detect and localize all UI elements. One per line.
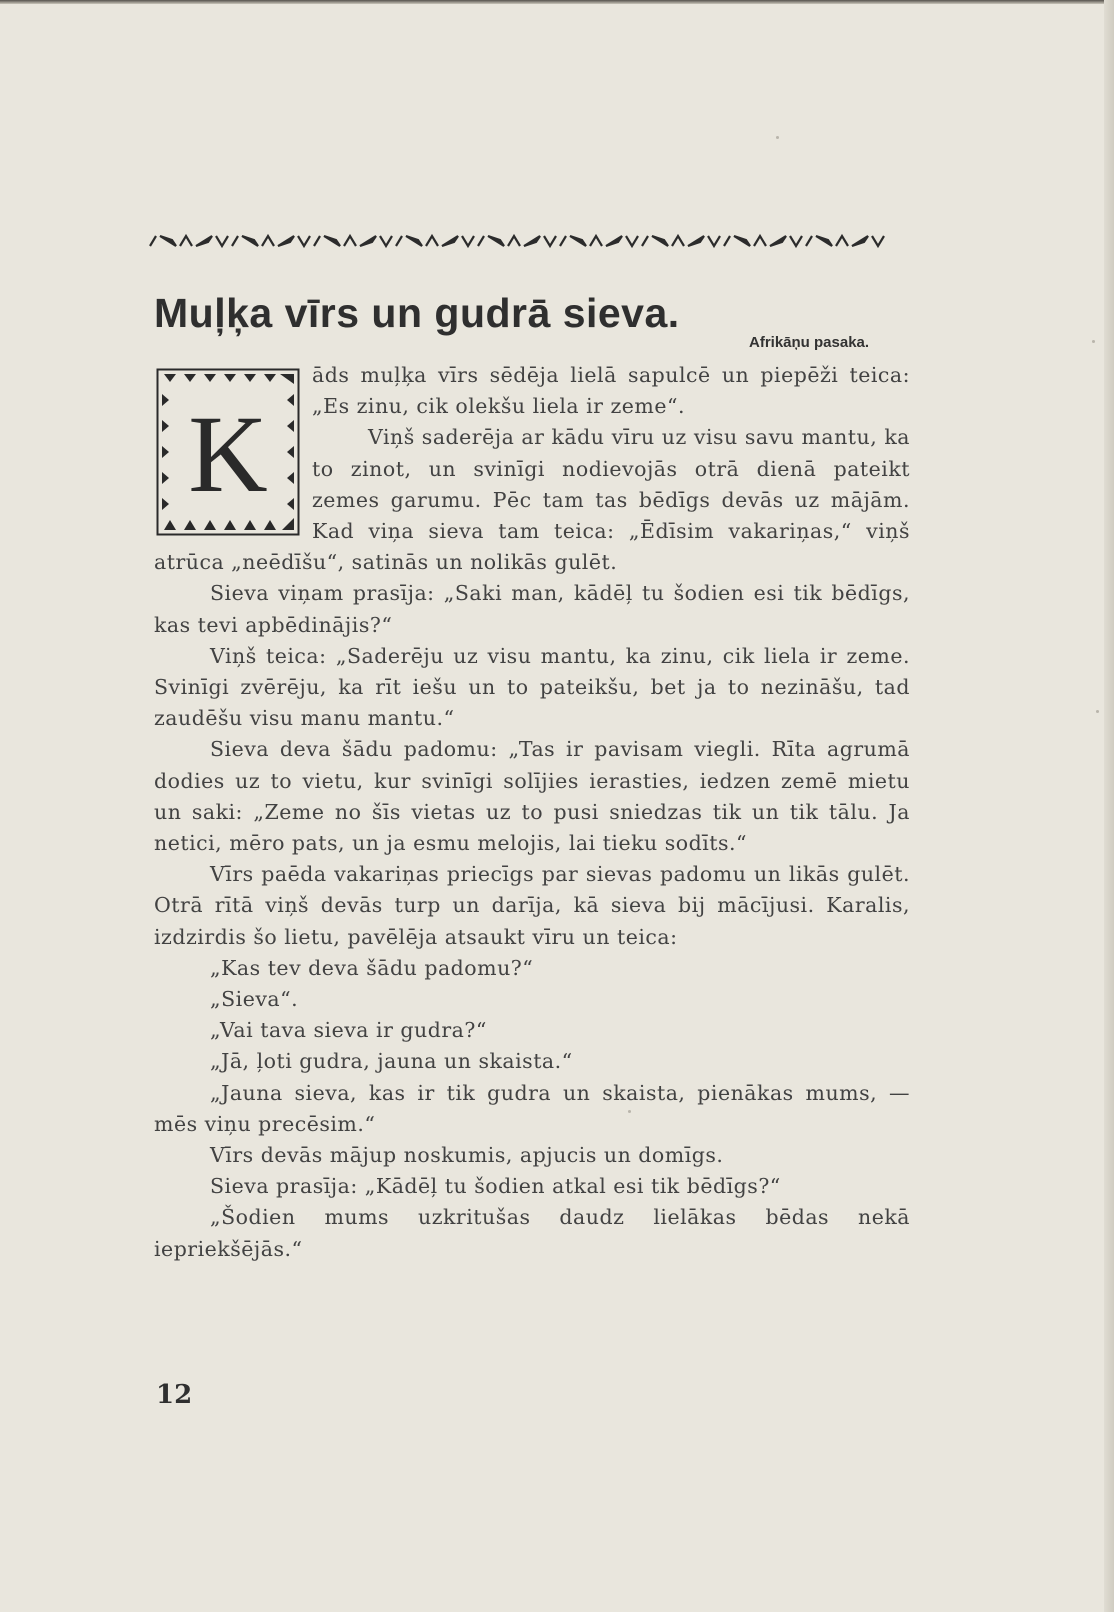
page-top-edge bbox=[0, 0, 1114, 4]
paragraph: „Sieva“. bbox=[210, 987, 299, 1012]
paragraph: Vīrs paēda vakariņas priecīgs par sievas padomu un likās gulēt. Otrā rītā viņš devās turp un darīja, kā sieva bij mācījusi. Karalis, izdzirdis šo lietu, pavēlēja atsaukt vīru un teica: bbox=[154, 862, 910, 949]
page-number: 12 bbox=[156, 1380, 193, 1410]
paragraph: āds muļķa vīrs sēdēja lielā sapulcē un piepēži teica: „Es zinu, cik olekšu liela ir zeme“. bbox=[312, 363, 910, 419]
paper-speck bbox=[1092, 340, 1095, 343]
page-right-edge bbox=[1104, 0, 1114, 1612]
story-text bbox=[154, 360, 910, 1265]
paragraph: Vīrs devās mājup noskumis, apjucis un domīgs. bbox=[210, 1143, 724, 1168]
paper-speck bbox=[1096, 710, 1099, 713]
paragraph: „Kas tev deva šādu padomu?“ bbox=[210, 955, 534, 980]
paragraph: „Jā, ļoti gudra, jauna un skaista.“ bbox=[210, 1049, 573, 1074]
paragraph: „Šodien mums uzkritušas daudz lielākas bēdas nekā iepriekšējās.“ bbox=[154, 1205, 910, 1261]
page-subtitle: Afrikāņu pasaka. bbox=[749, 334, 870, 351]
paragraph: Sieva deva šādu padomu: „Tas ir pavisam viegli. Rīta agrumā dodies uz to vietu, kur svinīgi solījies ierasties, iedzen zemē mietu un saki: „Zeme no šīs vietas uz to pusi sniedzas tik un tik tālu. Ja netici, mēro pats, un ja esmu melojis, lai tieku sodīts.“ bbox=[154, 737, 910, 856]
page-title: Muļķa vīrs un gudrā sieva. bbox=[154, 290, 680, 336]
paragraph: „Vai tava sieva ir gudra?“ bbox=[210, 1018, 487, 1043]
paragraph: Sieva prasīja: „Kādēļ tu šodien atkal esi tik bēdīgs?“ bbox=[210, 1174, 781, 1199]
decorative-border-ornament bbox=[148, 228, 916, 252]
drop-cap-space bbox=[154, 360, 312, 544]
paragraph: Viņš saderēja ar kādu vīru uz visu savu mantu, ka to zinot, un svinīgi nodievojās otrā dienā pateikt zemes garumu. Pēc tam tas bēdīgs devās uz mājām. Kad viņa sieva tam teica: „Ēdīsim vakariņas,“ viņš atrūca „neēdīšu“, satinās un nolikās gulēt. bbox=[154, 425, 910, 575]
paragraph: Viņš teica: „Saderēju uz visu mantu, ka zinu, cik liela ir zeme. Svinīgi zvērēju, ka rīt iešu un to pateikšu, bet ja to nezināšu, tad zaudēšu visu manu mantu.“ bbox=[154, 643, 910, 731]
paragraph: „Jauna sieva, kas ir tik gudra un skaista, pienākas mums, — mēs viņu precēsim.“ bbox=[154, 1080, 910, 1136]
paragraph: Sieva viņam prasīja: „Saki man, kādēļ tu šodien esi tik bēdīgs, kas tevi apbēdinājis?“ bbox=[154, 581, 910, 637]
paper-speck bbox=[628, 1110, 631, 1113]
drop-cap-letter: K bbox=[188, 393, 268, 515]
paper-speck bbox=[776, 136, 779, 139]
